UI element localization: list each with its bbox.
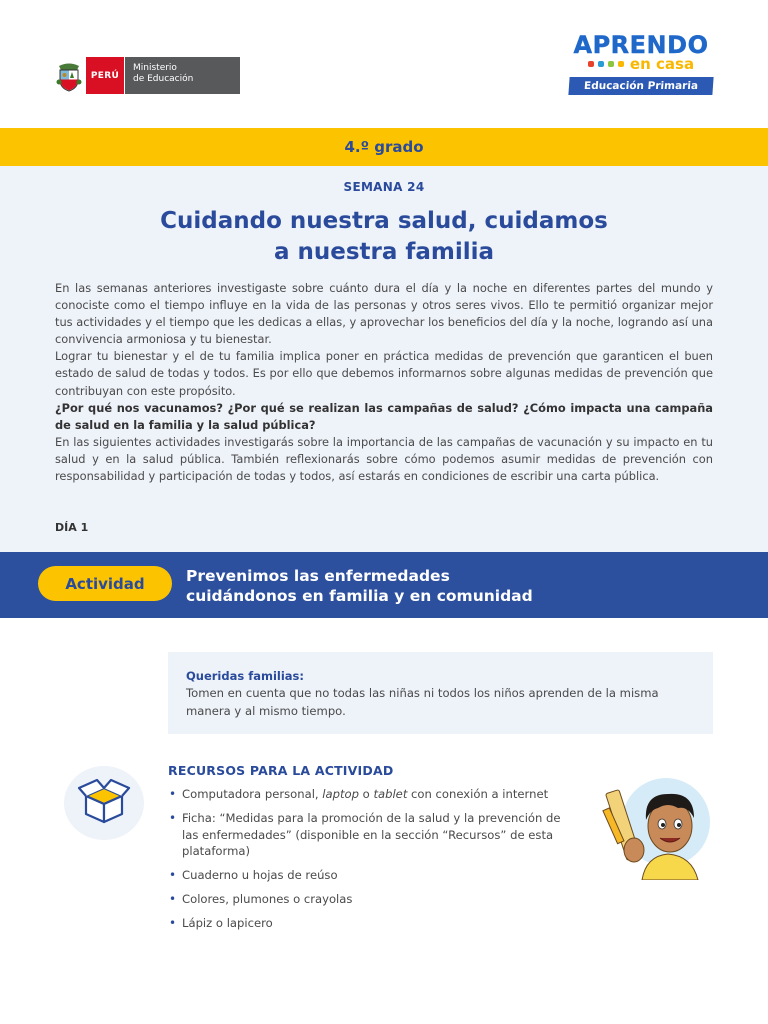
aprendo-en-casa-logo bbox=[566, 32, 716, 95]
dot-yellow bbox=[618, 61, 624, 67]
day-label: DÍA 1 bbox=[55, 521, 89, 534]
resource-text: con conexión a internet bbox=[407, 787, 549, 801]
peru-shield-icon bbox=[52, 57, 86, 94]
intro-section bbox=[0, 166, 768, 552]
activity-title-line-2: cuidándonos en familia y en comunidad bbox=[186, 587, 533, 605]
list-item: • Cuaderno u hojas de reúso bbox=[168, 867, 578, 884]
intro-paragraph-1: En las semanas anteriores investigaste sobre cuánto dura el día y la noche en diferentes partes del mundo y conociste como el tiempo influye en la vida de las personas y otros seres vivos. Ello te permitió organizar mejor tus actividades y el tiempo que les dedicas a ellas, y aprovechar los beneficios del día y la noche, logrando así una convivencia armoniosa y tu bienestar. bbox=[55, 281, 713, 347]
ministry-line-2: de Educación bbox=[133, 74, 194, 84]
government-logo bbox=[52, 57, 240, 94]
families-title: Queridas familias: bbox=[186, 669, 304, 683]
resource-text: Computadora personal, bbox=[182, 787, 323, 801]
peru-label: PERÚ bbox=[86, 57, 124, 94]
intro-text bbox=[55, 280, 713, 485]
resource-text: o bbox=[358, 787, 374, 801]
page-header bbox=[0, 0, 768, 128]
brand-title: APRENDO bbox=[573, 31, 709, 59]
dot-green bbox=[608, 61, 614, 67]
families-body: Tomen en cuenta que no todas las niñas ni todos los niños aprenden de la misma manera y al mismo tiempo. bbox=[186, 686, 659, 718]
resources-title: RECURSOS PARA LA ACTIVIDAD bbox=[168, 763, 394, 778]
intro-questions: ¿Por qué nos vacunamos? ¿Por qué se realizan las campañas de salud? ¿Cómo impacta una campaña de salud en la familia y la salud pública? bbox=[55, 400, 713, 432]
families-note bbox=[168, 652, 713, 734]
activity-title-line-1: Prevenimos las enfermedades bbox=[186, 567, 450, 585]
dot-red bbox=[588, 61, 594, 67]
resource-laptop: laptop bbox=[322, 787, 359, 801]
list-item bbox=[168, 786, 578, 803]
box-icon bbox=[64, 766, 144, 840]
list-item: • Colores, plumones o crayolas bbox=[168, 891, 578, 908]
ministry-line-1: Ministerio bbox=[133, 63, 177, 73]
brand-dots-icon bbox=[588, 61, 624, 67]
week-label: SEMANA 24 bbox=[343, 180, 425, 194]
activity-pill: Actividad bbox=[38, 566, 172, 601]
grade-bar bbox=[0, 128, 768, 166]
resources-list bbox=[168, 786, 578, 939]
intro-paragraph-2: Lograr tu bienestar y el de tu familia implica poner en práctica medidas de prevención que garanticen el buen estado de salud de todas y todos. Es por ello que debemos informarnos sobre algunas medidas de prevención que contribuyan con este propósito. bbox=[55, 349, 713, 398]
activity-title bbox=[186, 566, 686, 606]
brand-badge: Educación Primaria bbox=[568, 77, 713, 95]
list-item: • Lápiz o lapicero bbox=[168, 915, 578, 932]
title-line-1: Cuidando nuestra salud, cuidamos bbox=[160, 208, 608, 234]
title-line-2: a nuestra familia bbox=[273, 239, 495, 265]
dot-blue bbox=[598, 61, 604, 67]
intro-paragraph-3: En las siguientes actividades investigarás sobre la importancia de las campañas de vacunación y su impacto en tu salud y en la salud pública. También reflexionarás sobre cómo podemos asumir medidas de prevención con responsabilidad y participación de todas y todos, así estarás en condiciones de escribir una carta pública. bbox=[55, 434, 713, 484]
resource-tablet: tablet bbox=[373, 787, 408, 801]
grade-label: 4.º grado bbox=[344, 138, 424, 156]
page-title bbox=[84, 206, 684, 268]
list-item: • Ficha: “Medidas para la promoción de la salud y la prevención de las enfermedades” (disponible en la sección “Recursos” de esta plataforma) bbox=[168, 810, 578, 860]
ministry-label bbox=[124, 57, 240, 94]
brand-sub: en casa bbox=[629, 55, 695, 73]
activity-band bbox=[0, 552, 768, 618]
child-illustration bbox=[598, 776, 714, 880]
